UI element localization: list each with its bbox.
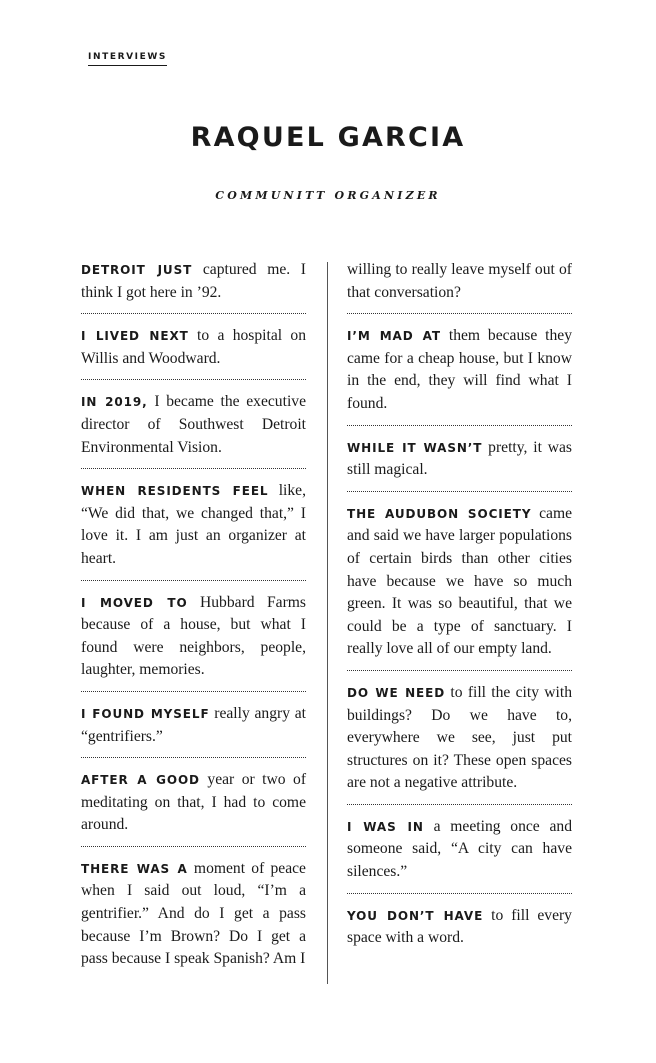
quote-paragraph [347,437,572,492]
lead-in: AFTER A GOOD [81,773,200,788]
quote-text: a meeting once and someone said, “A city can have silences.” [347,817,572,881]
lead-in: YOU DON’T HAVE [347,908,484,923]
quote-text: captured me. I think I got here in ’92. [81,261,306,301]
lead-in: DETROIT JUST [81,263,193,277]
quote-paragraph [347,682,572,805]
left-column [81,259,306,991]
quote-text: them because they came for a cheap house, but I know in the end, they will find what I found. [347,327,572,412]
quote-text: to fill every space with a word. [347,906,572,947]
quote-text: Hubbard Farms because of a house, but what I found were neighbors, people, laughter, memories. [81,593,306,679]
section-label: INTERVIEWS [88,52,167,66]
quote-text: moment of peace when I said out loud, “I’m a gentrifier.” And do I get a pass because I’m Brown? Do I get a pass because I speak Spanish? Am I [81,859,306,968]
quote-paragraph [347,816,572,894]
quote-paragraph [81,391,306,469]
lead-in: DO WE NEED [347,685,446,700]
quote-text: really angry at “gentrifiers.” [81,704,306,745]
quote-text: to a hospital on Willis and Woodward. [81,327,306,367]
lead-in: I FOUND MYSELF [81,706,210,721]
quote-paragraph [347,325,572,425]
lead-in: WHEN RESIDENTS FEEL [81,484,269,499]
column-divider [327,262,328,984]
quote-text: willing to really leave myself out of that conversation? [347,261,572,301]
quote-paragraph [347,503,572,671]
right-column [347,259,572,970]
quote-paragraph [347,905,572,959]
quote-paragraph [347,259,572,314]
lead-in: IN 2019, [81,395,148,410]
quote-paragraph [81,703,306,758]
quote-text: to fill the city with buildings? Do we have to, everywhere we see, just put structures on it? These open spaces are not a negative attribute. [347,683,573,792]
lead-in: I MOVED TO [81,595,188,610]
lead-in: I LIVED NEXT [81,329,189,344]
lead-in: I’M MAD AT [347,329,441,344]
quote-text: like, “We did that, we changed that,” I love it. I am just an organizer at heart. [81,482,306,567]
lead-in: THERE WAS A [81,861,188,876]
quote-text: year or two of meditating on that, I had to come around. [81,771,307,834]
quote-paragraph [81,858,306,980]
quote-paragraph [81,259,306,314]
quote-paragraph [81,592,306,692]
quote-paragraph [81,480,306,580]
page-title: RAQUEL GARCIA [190,122,466,153]
lead-in: WHILE IT WASN’T [347,440,483,455]
lead-in: I WAS IN [347,819,424,834]
quote-paragraph [81,325,306,380]
lead-in: THE AUDUBON SOCIETY [347,506,532,521]
quote-paragraph [81,769,306,847]
quote-text: pretty, it was still magical. [347,438,572,479]
page-subtitle: COMMUNITT ORGANIZER [215,189,441,202]
quote-text: I became the executive director of Southwest Detroit Environmental Vision. [81,393,306,456]
quote-text: came and said we have larger populations of certain birds than other cities have because we have so much green. It was so beautiful, that we could be a type of sanctuary. I really love all of our empty land. [347,504,573,658]
